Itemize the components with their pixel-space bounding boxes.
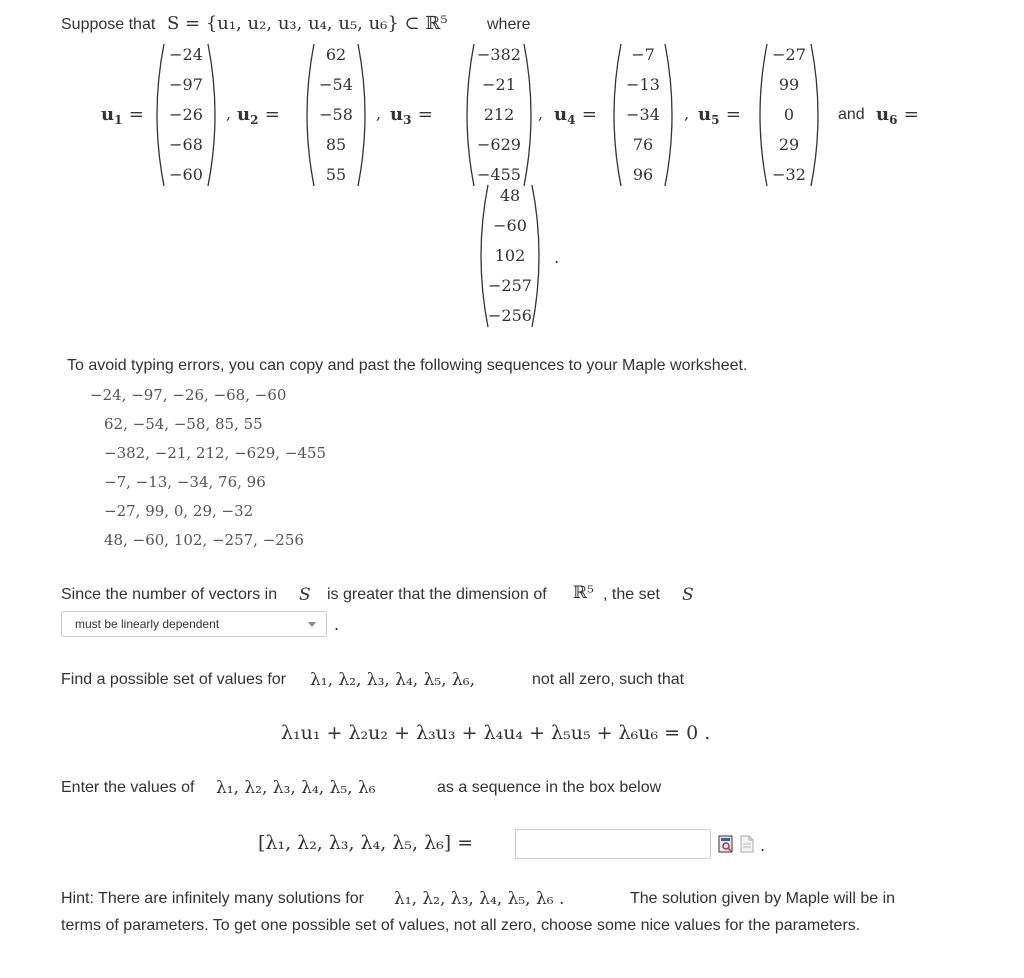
vector-entry: −256 [488, 306, 532, 325]
vector-entry: 102 [494, 246, 526, 265]
vector-entry: −54 [319, 75, 353, 94]
answer-label: [λ₁, λ₂, λ₃, λ₄, λ₅, λ₆] = [258, 832, 474, 854]
vector-u4 [605, 40, 681, 190]
vector-entry: 99 [778, 75, 800, 94]
sequence-u1: −24, −97, −26, −68, −60 [90, 386, 287, 404]
vector-label-u1: $u_1$ = [101, 104, 144, 127]
vector-entry: −34 [626, 105, 660, 124]
lambda-list: λ₁, λ₂, λ₃, λ₄, λ₅, λ₆ . [394, 889, 565, 909]
vector-entry: −24 [169, 45, 203, 64]
vector-entry: −26 [169, 105, 203, 124]
and-text: and [838, 106, 865, 123]
hint-text-1: Hint: There are infinitely many solutions for [61, 890, 364, 907]
set-formula: S = {u₁, u₂, u₃, u₄, u₅, u₆} ⊂ ℝ⁵ [167, 13, 448, 34]
vector-entry: −7 [631, 45, 655, 64]
vector-label-u2: $u_2$ = [237, 104, 280, 127]
comma: , [538, 104, 544, 123]
linear-combination-equation: λ₁u₁ + λ₂u₂ + λ₃u₃ + λ₄u₄ + λ₅u₅ + λ₆u₆ = 0 . [281, 722, 711, 744]
comma: , [226, 104, 232, 123]
intro-prefix: Suppose that [61, 16, 156, 33]
find-text-1: Find a possible set of values for [61, 671, 287, 688]
intro-suffix: where [487, 16, 531, 33]
comma: , [684, 104, 690, 123]
since-text-1: Since the number of vectors in [61, 586, 278, 603]
dependence-dropdown[interactable] [61, 611, 327, 637]
vector-entry: −27 [772, 45, 806, 64]
vector-entry: 0 [783, 105, 795, 124]
vector-entry: −13 [626, 75, 660, 94]
vector-entry: −21 [482, 75, 516, 94]
vector-u2 [298, 40, 374, 190]
vector-label-u5: $u_5$ = [698, 104, 741, 127]
vector-u1 [148, 40, 224, 190]
enter-text-2: as a sequence in the box below [437, 779, 662, 796]
vector-u5 [751, 40, 827, 190]
vector-u6 [472, 181, 548, 331]
vector-entry: 48 [499, 186, 521, 205]
set-symbol: S [299, 585, 311, 605]
vector-entry: −60 [493, 216, 527, 235]
vector-entry: −32 [772, 165, 806, 184]
period: . [554, 248, 560, 267]
vector-entry: 96 [632, 165, 654, 184]
vector-entry: 29 [778, 135, 800, 154]
lambda-list: λ₁, λ₂, λ₃, λ₄, λ₅, λ₆, [310, 670, 475, 690]
vector-entry: 212 [483, 105, 515, 124]
vector-entry: −629 [477, 135, 521, 154]
preview-icon[interactable] [718, 835, 734, 853]
vector-label-u4: $u_4$ = [554, 104, 597, 127]
vector-entry: −68 [169, 135, 203, 154]
r5-symbol: ℝ⁵ [573, 583, 594, 603]
sequence-u5: −27, 99, 0, 29, −32 [104, 502, 254, 520]
period: . [334, 615, 340, 634]
period: . [760, 836, 766, 855]
document-icon[interactable] [739, 835, 755, 853]
chevron-down-icon [308, 622, 316, 627]
vector-entry: 55 [325, 165, 347, 184]
since-text-3: , the set [603, 586, 660, 603]
vector-entry: −257 [488, 276, 532, 295]
vector-u3 [458, 40, 540, 190]
sequence-u3: −382, −21, 212, −629, −455 [104, 444, 327, 462]
enter-text-1: Enter the values of [61, 779, 195, 796]
set-symbol: S [682, 585, 694, 605]
copy-instructions: To avoid typing errors, you can copy and past the following sequences to your Maple worksheet. [67, 357, 748, 374]
hint-text-3: terms of parameters. To get one possible set of values, not all zero, choose some nice values for the parameters. [61, 917, 861, 934]
vector-entry: 76 [632, 135, 654, 154]
vector-entry: −382 [477, 45, 521, 64]
sequence-u4: −7, −13, −34, 76, 96 [104, 473, 266, 491]
vector-label-u3: $u_3$ = [390, 104, 433, 127]
vector-entry: 85 [325, 135, 347, 154]
vector-entry: −97 [169, 75, 203, 94]
vector-entry: −455 [477, 165, 521, 184]
since-text-2: is greater that the dimension of [327, 586, 547, 603]
lambda-list: λ₁, λ₂, λ₃, λ₄, λ₅, λ₆ [216, 778, 376, 798]
sequence-u2: 62, −54, −58, 85, 55 [104, 415, 263, 433]
sequence-u6: 48, −60, 102, −257, −256 [104, 531, 304, 549]
comma: , [376, 104, 382, 123]
dropdown-value: must be linearly dependent [75, 617, 220, 631]
vector-label-u6: $u_6$ = [876, 104, 919, 127]
answer-input[interactable] [515, 829, 711, 859]
vector-entry: −60 [169, 165, 203, 184]
hint-text-2: The solution given by Maple will be in [630, 890, 896, 907]
vector-entry: −58 [319, 105, 353, 124]
find-text-2: not all zero, such that [532, 671, 685, 688]
vector-entry: 62 [325, 45, 347, 64]
